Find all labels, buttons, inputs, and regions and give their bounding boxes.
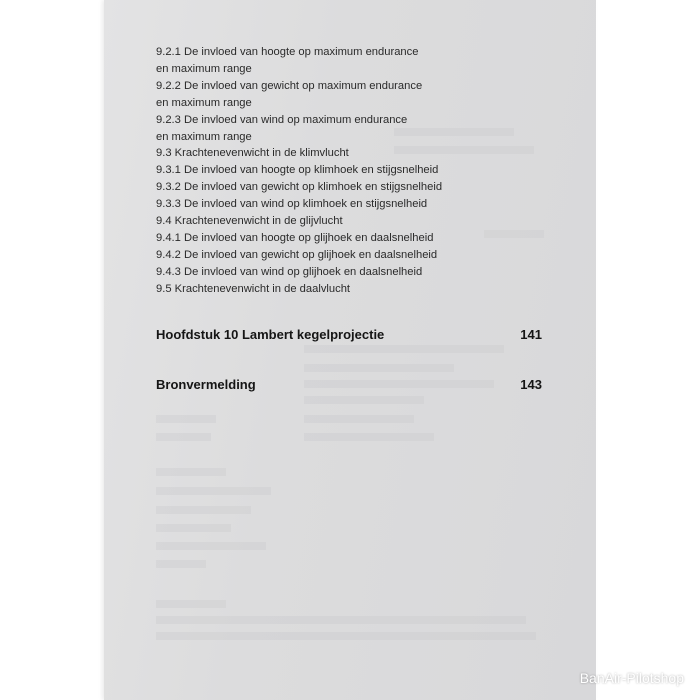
chapter-title: Bronvermelding	[156, 377, 256, 392]
show-through-text	[156, 506, 251, 514]
show-through-text	[304, 396, 424, 404]
chapter-page-number: 143	[520, 377, 542, 392]
show-through-text	[156, 433, 211, 441]
chapter-entry	[156, 327, 542, 342]
toc-entry: en maximum range	[156, 96, 252, 109]
show-through-text	[156, 542, 266, 550]
book-page	[104, 0, 596, 700]
show-through-text	[304, 433, 434, 441]
show-through-text	[156, 632, 536, 640]
toc-entry: en maximum range	[156, 130, 252, 143]
toc-entry: 9.3.3 De invloed van wind op klimhoek en stijgsnelheid	[156, 198, 428, 211]
toc-entry: 9.4.3 De invloed van wind op glijhoek en daalsnelheid	[156, 265, 423, 278]
toc-entry: 9.4.2 De invloed van gewicht op glijhoek en daalsnelheid	[156, 248, 438, 261]
toc-entry: 9.2.2 De invloed van gewicht op maximum endurance	[156, 79, 423, 92]
toc-entry: 9.2.3 De invloed van wind op maximum endurance	[156, 113, 408, 126]
show-through-text	[156, 487, 271, 495]
toc-entry: 9.4 Krachtenevenwicht in de glijvlucht	[156, 215, 343, 228]
chapter-page-number: 141	[520, 327, 542, 342]
show-through-text	[156, 524, 231, 532]
show-through-text	[156, 600, 226, 608]
show-through-text	[304, 345, 504, 353]
watermark: BanAir-Pilotshop	[579, 670, 684, 686]
toc-entry: 9.5 Krachtenevenwicht in de daalvlucht	[156, 282, 351, 295]
toc-entry: 9.2.1 De invloed van hoogte op maximum endurance	[156, 46, 419, 58]
chapter-entry	[156, 377, 542, 392]
show-through-text	[156, 468, 226, 476]
toc-entry: 9.4.1 De invloed van hoogte op glijhoek en daalsnelheid	[156, 231, 434, 244]
chapter-title: Hoofdstuk 10 Lambert kegelprojectie	[156, 327, 385, 342]
show-through-text	[156, 560, 206, 568]
toc-entry: 9.3.1 De invloed van hoogte op klimhoek en stijgsnelheid	[156, 164, 439, 177]
show-through-text	[156, 415, 216, 423]
show-through-text	[304, 415, 414, 423]
table-of-contents	[156, 44, 546, 298]
show-through-text	[304, 364, 454, 372]
toc-entry: 9.3.2 De invloed van gewicht op klimhoek en stijgsnelheid	[156, 181, 443, 194]
toc-entry: en maximum range	[156, 62, 252, 75]
toc-entry: 9.3 Krachtenevenwicht in de klimvlucht	[156, 147, 349, 160]
show-through-text	[156, 616, 526, 624]
